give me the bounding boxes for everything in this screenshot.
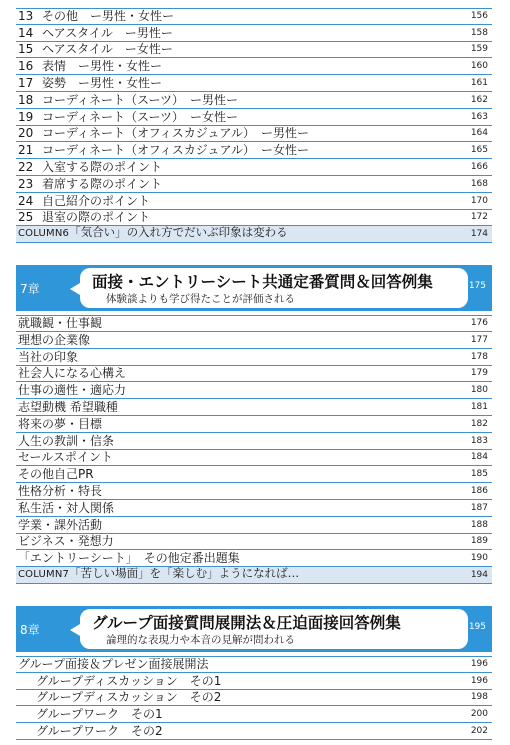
item-title: グループワーク その1 bbox=[36, 707, 163, 722]
page-number: 198 bbox=[470, 692, 488, 703]
chapter-number: 7章 bbox=[20, 282, 40, 297]
item-title: 社会人になる心構え bbox=[18, 366, 127, 381]
item-number: 25 bbox=[18, 210, 34, 225]
page-number: 179 bbox=[470, 368, 488, 379]
item-number: 21 bbox=[18, 143, 34, 158]
section-continued bbox=[16, 8, 492, 243]
item-title: 私生活・対人関係 bbox=[18, 500, 115, 515]
page-number: 172 bbox=[470, 212, 488, 223]
item-title: 表情 ー男性・女性ー bbox=[42, 59, 163, 74]
item-title: コーディネート（スーツ） ー男性ー bbox=[42, 92, 238, 107]
toc-row[interactable] bbox=[16, 126, 492, 143]
item-number: 15 bbox=[18, 42, 34, 57]
item-title: 「エントリーシート」 その他定番出題集 bbox=[18, 551, 240, 566]
page-number: 196 bbox=[470, 675, 488, 686]
toc-row[interactable] bbox=[16, 517, 492, 534]
item-title: コーディネート（スーツ） ー女性ー bbox=[42, 109, 238, 124]
item-title: その他自己PR bbox=[18, 467, 94, 482]
toc-row[interactable] bbox=[16, 176, 492, 193]
page-number: 166 bbox=[470, 161, 488, 172]
chapter-page-number: 195 bbox=[468, 621, 486, 632]
item-number: 20 bbox=[18, 126, 34, 141]
page-number: 194 bbox=[470, 569, 488, 580]
page-number: 196 bbox=[470, 658, 488, 669]
toc-row[interactable] bbox=[16, 416, 492, 433]
item-title: 性格分析・特長 bbox=[18, 483, 103, 498]
column-title: 「苦しい場面」を「楽しむ」ようになれば… bbox=[69, 565, 300, 580]
page-number: 170 bbox=[470, 195, 488, 206]
toc-row[interactable] bbox=[16, 690, 492, 707]
speech-tail-shape bbox=[70, 283, 80, 295]
toc-row[interactable] bbox=[16, 159, 492, 176]
toc-row[interactable] bbox=[16, 366, 492, 383]
page-number: 163 bbox=[470, 111, 488, 122]
page-number: 202 bbox=[470, 725, 488, 736]
chapter-title: 面接・エントリーシート共通定番質問＆回答例集 bbox=[92, 273, 433, 292]
toc-row[interactable] bbox=[16, 433, 492, 450]
item-title: ビジネス・発想力 bbox=[18, 534, 114, 549]
chapter-number: 8章 bbox=[20, 622, 40, 637]
toc-row[interactable] bbox=[16, 8, 492, 25]
page-number: 161 bbox=[470, 77, 488, 88]
item-title: セールスポイント bbox=[18, 450, 113, 465]
chapter-title-box bbox=[80, 609, 468, 649]
page-number: 188 bbox=[470, 519, 488, 530]
toc-row[interactable] bbox=[16, 723, 492, 740]
page-number: 168 bbox=[470, 178, 488, 189]
page-number: 186 bbox=[470, 485, 488, 496]
page-number: 181 bbox=[470, 401, 488, 412]
page-number: 183 bbox=[470, 435, 488, 446]
page-number: 162 bbox=[470, 94, 488, 105]
item-number: 23 bbox=[18, 176, 34, 191]
toc-row[interactable] bbox=[16, 315, 492, 332]
item-title: 将来の夢・目標 bbox=[18, 416, 103, 431]
page-number: 189 bbox=[470, 536, 488, 547]
item-title: ヘアスタイル ー男性ー bbox=[42, 25, 173, 40]
toc-row[interactable] bbox=[16, 706, 492, 723]
toc-row[interactable] bbox=[16, 466, 492, 483]
item-number: 14 bbox=[18, 25, 34, 40]
toc-row[interactable] bbox=[16, 142, 492, 159]
page-number: 180 bbox=[470, 385, 488, 396]
item-title: グループ面接＆プレゼン面接展開法 bbox=[18, 656, 209, 671]
toc-row[interactable] bbox=[16, 109, 492, 126]
item-title: 姿勢 ー男性・女性ー bbox=[42, 75, 163, 90]
chapter-7-header[interactable] bbox=[16, 265, 492, 311]
page-number: 184 bbox=[470, 452, 488, 463]
chapter-page-number: 175 bbox=[468, 281, 486, 292]
page-number: 182 bbox=[470, 418, 488, 429]
speech-tail-shape bbox=[70, 624, 80, 636]
page-number: 158 bbox=[470, 27, 488, 38]
item-title: 入室する際のポイント bbox=[42, 159, 163, 174]
column-label: COLUMN7 bbox=[18, 568, 70, 580]
chapter-title: グループ面接質問展開法＆圧迫面接回答例集 bbox=[92, 613, 401, 632]
page-number: 164 bbox=[470, 128, 488, 139]
toc-row[interactable] bbox=[16, 25, 492, 42]
table-of-contents bbox=[16, 8, 492, 740]
toc-row[interactable] bbox=[16, 534, 492, 551]
chapter-8-entries bbox=[16, 656, 492, 740]
toc-row[interactable] bbox=[16, 92, 492, 109]
item-number: 17 bbox=[18, 75, 34, 90]
toc-row[interactable] bbox=[16, 42, 492, 59]
chapter-8-header[interactable] bbox=[16, 606, 492, 652]
toc-row[interactable] bbox=[16, 382, 492, 399]
item-title: グループディスカッション その2 bbox=[36, 690, 222, 705]
column-title: 「気合い」の入れ方でだいぶ印象は変わる bbox=[69, 225, 288, 240]
page-number: 178 bbox=[470, 351, 488, 362]
item-title: 就職観・仕事観 bbox=[18, 315, 103, 330]
page-number: 156 bbox=[470, 10, 488, 21]
item-number: 18 bbox=[18, 92, 34, 107]
item-title: グループディスカッション その1 bbox=[36, 673, 222, 688]
item-title: 志望動機 希望職種 bbox=[18, 399, 118, 414]
item-number: 19 bbox=[18, 109, 34, 124]
item-number: 22 bbox=[18, 159, 34, 174]
chapter-subtitle: 論理的な表現力や本音の見解が問われる bbox=[106, 633, 295, 646]
item-title: 着席する際のポイント bbox=[42, 176, 163, 191]
page-number: 159 bbox=[470, 44, 488, 55]
item-title: コーディネート（オフィスカジュアル） ー女性ー bbox=[42, 143, 310, 158]
page-number: 160 bbox=[470, 61, 488, 72]
toc-row[interactable] bbox=[16, 75, 492, 92]
chapter-subtitle: 体験談よりも学び得たことが評価される bbox=[106, 293, 295, 306]
toc-row[interactable] bbox=[16, 673, 492, 690]
toc-row[interactable] bbox=[16, 349, 492, 366]
item-title: 人生の教訓・信条 bbox=[18, 433, 115, 448]
item-title: ヘアスタイル ー女性ー bbox=[42, 42, 173, 57]
toc-row[interactable] bbox=[16, 399, 492, 416]
item-number: 13 bbox=[18, 8, 34, 23]
page-number: 165 bbox=[470, 145, 488, 156]
item-number: 24 bbox=[18, 193, 34, 208]
toc-row[interactable] bbox=[16, 193, 492, 210]
item-number: 16 bbox=[18, 59, 34, 74]
toc-row[interactable] bbox=[16, 58, 492, 75]
page-number: 177 bbox=[470, 334, 488, 345]
item-title: 理想の企業像 bbox=[18, 332, 91, 347]
toc-row[interactable] bbox=[16, 483, 492, 500]
item-title: グループワーク その2 bbox=[36, 723, 163, 738]
toc-row[interactable] bbox=[16, 656, 492, 673]
column-row[interactable] bbox=[16, 226, 492, 243]
page-number: 190 bbox=[470, 553, 488, 564]
toc-row[interactable] bbox=[16, 332, 492, 349]
chapter-7-entries bbox=[16, 315, 492, 584]
toc-row[interactable] bbox=[16, 550, 492, 567]
page-number: 187 bbox=[470, 502, 488, 513]
item-title: 退室の際のポイント bbox=[42, 210, 151, 225]
item-title: 仕事の適性・適応力 bbox=[18, 383, 127, 398]
item-title: 当社の印象 bbox=[18, 349, 79, 364]
toc-row[interactable] bbox=[16, 500, 492, 517]
page-number: 200 bbox=[470, 709, 488, 720]
item-title: その他 ー男性・女性ー bbox=[42, 8, 175, 23]
toc-row[interactable] bbox=[16, 450, 492, 467]
chapter-title-box bbox=[80, 268, 468, 308]
item-title: コーディネート（オフィスカジュアル） ー男性ー bbox=[42, 126, 310, 141]
column-row[interactable] bbox=[16, 567, 492, 584]
item-title: 学業・課外活動 bbox=[18, 517, 103, 532]
page-number: 185 bbox=[470, 469, 488, 480]
page-number: 174 bbox=[470, 229, 488, 240]
page-number: 176 bbox=[470, 317, 488, 328]
column-label: COLUMN6 bbox=[18, 228, 70, 240]
toc-row[interactable] bbox=[16, 210, 492, 227]
item-title: 自己紹介のポイント bbox=[42, 193, 151, 208]
